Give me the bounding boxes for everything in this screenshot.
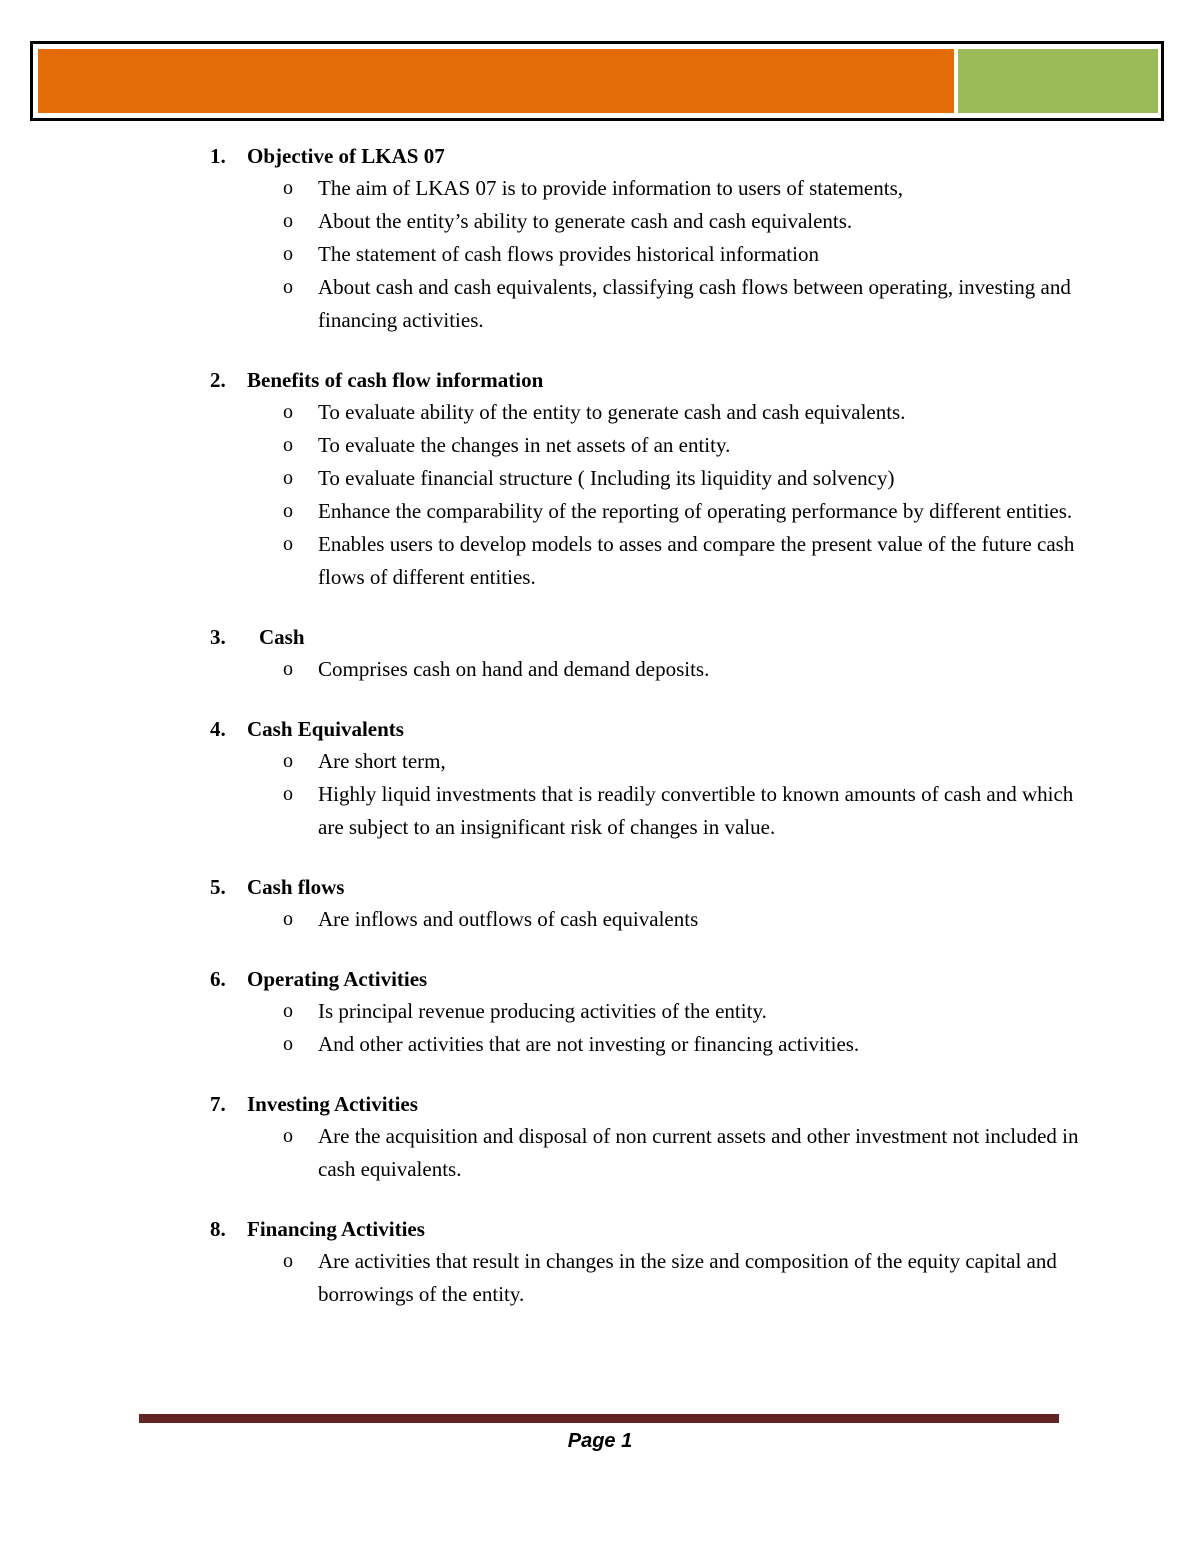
section-title: Benefits of cash flow information [247, 368, 544, 392]
bullet-circle-icon: o [283, 467, 293, 489]
section-title: Objective of LKAS 07 [247, 144, 445, 168]
bullet-item [200, 205, 1080, 238]
bullet-circle-icon: o [283, 177, 293, 199]
section-heading [200, 621, 1080, 653]
bullet-list [200, 172, 1080, 337]
section-title: Cash flows [247, 875, 345, 899]
section-1 [200, 140, 1080, 337]
bullet-circle-icon: o [283, 276, 293, 298]
bullet-circle-icon: o [283, 500, 293, 522]
section-heading [200, 871, 1080, 903]
bullet-circle-icon: o [283, 243, 293, 265]
section-number: 1. [210, 144, 226, 168]
section-2 [200, 364, 1080, 594]
bullet-circle-icon: o [283, 210, 293, 232]
bullet-text: Are inflows and outflows of cash equivalents [318, 907, 699, 931]
bullet-text: Enables users to develop models to asses and compare the present value of the future cash flows of different entities. [318, 532, 1075, 589]
bullet-circle-icon: o [283, 750, 293, 772]
bullet-item [200, 238, 1080, 271]
section-5 [200, 871, 1080, 936]
document-body [200, 140, 1080, 1338]
section-number: 3. [210, 625, 226, 649]
section-4 [200, 713, 1080, 844]
bullet-text: To evaluate the changes in net assets of an entity. [318, 433, 731, 457]
section-heading [200, 364, 1080, 396]
section-number: 8. [210, 1217, 226, 1241]
section-heading [200, 1088, 1080, 1120]
bullet-item [200, 653, 1080, 686]
bullet-text: Highly liquid investments that is readily convertible to known amounts of cash and which are subject to an insignificant risk of changes in value. [318, 782, 1074, 839]
bullet-item [200, 271, 1080, 337]
bullet-text: Are short term, [318, 749, 446, 773]
bullet-circle-icon: o [283, 783, 293, 805]
bullet-list [200, 995, 1080, 1061]
bullet-text: To evaluate financial structure ( Including its liquidity and solvency) [318, 466, 895, 490]
bullet-text: Are the acquisition and disposal of non current assets and other investment not included in cash equivalents. [318, 1124, 1079, 1181]
section-3 [200, 621, 1080, 686]
bullet-list [200, 745, 1080, 844]
bullet-item [200, 462, 1080, 495]
bullet-item [200, 1120, 1080, 1186]
bullet-circle-icon: o [283, 1000, 293, 1022]
section-title: Operating Activities [247, 967, 428, 991]
bullet-item [200, 172, 1080, 205]
bullet-list [200, 1120, 1080, 1186]
bullet-circle-icon: o [283, 1033, 293, 1055]
section-number: 2. [210, 368, 226, 392]
bullet-list [200, 1245, 1080, 1311]
bullet-circle-icon: o [283, 401, 293, 423]
bullet-item [200, 1028, 1080, 1061]
header-banner-green-segment [957, 48, 1159, 114]
bullet-item [200, 429, 1080, 462]
section-heading [200, 963, 1080, 995]
section-number: 7. [210, 1092, 226, 1116]
bullet-text: And other activities that are not investing or financing activities. [318, 1032, 860, 1056]
section-8 [200, 1213, 1080, 1311]
page-number: Page 1 [567, 1430, 633, 1452]
bullet-text: To evaluate ability of the entity to generate cash and cash equivalents. [318, 400, 906, 424]
header-banner [30, 41, 1164, 121]
section-title: Cash Equivalents [247, 717, 404, 741]
bullet-circle-icon: o [283, 533, 293, 555]
section-heading [200, 713, 1080, 745]
bullet-circle-icon: o [283, 658, 293, 680]
bullet-list [200, 903, 1080, 936]
bullet-circle-icon: o [283, 434, 293, 456]
bullet-circle-icon: o [283, 1250, 293, 1272]
bullet-text: Is principal revenue producing activities of the entity. [318, 999, 767, 1023]
section-title: Financing Activities [247, 1217, 425, 1241]
bullet-item [200, 528, 1080, 594]
bullet-item [200, 1245, 1080, 1311]
bullet-text: The aim of LKAS 07 is to provide information to users of statements, [318, 176, 903, 200]
bullet-circle-icon: o [283, 1125, 293, 1147]
bullet-item [200, 495, 1080, 528]
header-banner-orange-segment [37, 48, 955, 114]
section-heading [200, 1213, 1080, 1245]
bullet-text: The statement of cash flows provides historical information [318, 242, 819, 266]
section-title: Investing Activities [247, 1092, 418, 1116]
bullet-text: Comprises cash on hand and demand deposits. [318, 657, 710, 681]
bullet-text: Enhance the comparability of the reporting of operating performance by different entities. [318, 499, 1073, 523]
bullet-list [200, 396, 1080, 594]
bullet-text: About the entity’s ability to generate cash and cash equivalents. [318, 209, 853, 233]
section-title: Cash [259, 625, 305, 649]
bullet-text: Are activities that result in changes in the size and composition of the equity capital and borrowings of the entity. [318, 1249, 1057, 1306]
section-number: 5. [210, 875, 226, 899]
section-number: 4. [210, 717, 226, 741]
bullet-item [200, 995, 1080, 1028]
bullet-item [200, 396, 1080, 429]
bullet-text: About cash and cash equivalents, classifying cash flows between operating, investing and financing activities. [318, 275, 1071, 332]
section-heading [200, 140, 1080, 172]
bullet-list [200, 653, 1080, 686]
bullet-circle-icon: o [283, 908, 293, 930]
bullet-item [200, 778, 1080, 844]
section-7 [200, 1088, 1080, 1186]
bullet-item [200, 745, 1080, 778]
section-number: 6. [210, 967, 226, 991]
footer-rule [139, 1414, 1059, 1423]
section-6 [200, 963, 1080, 1061]
bullet-item [200, 903, 1080, 936]
